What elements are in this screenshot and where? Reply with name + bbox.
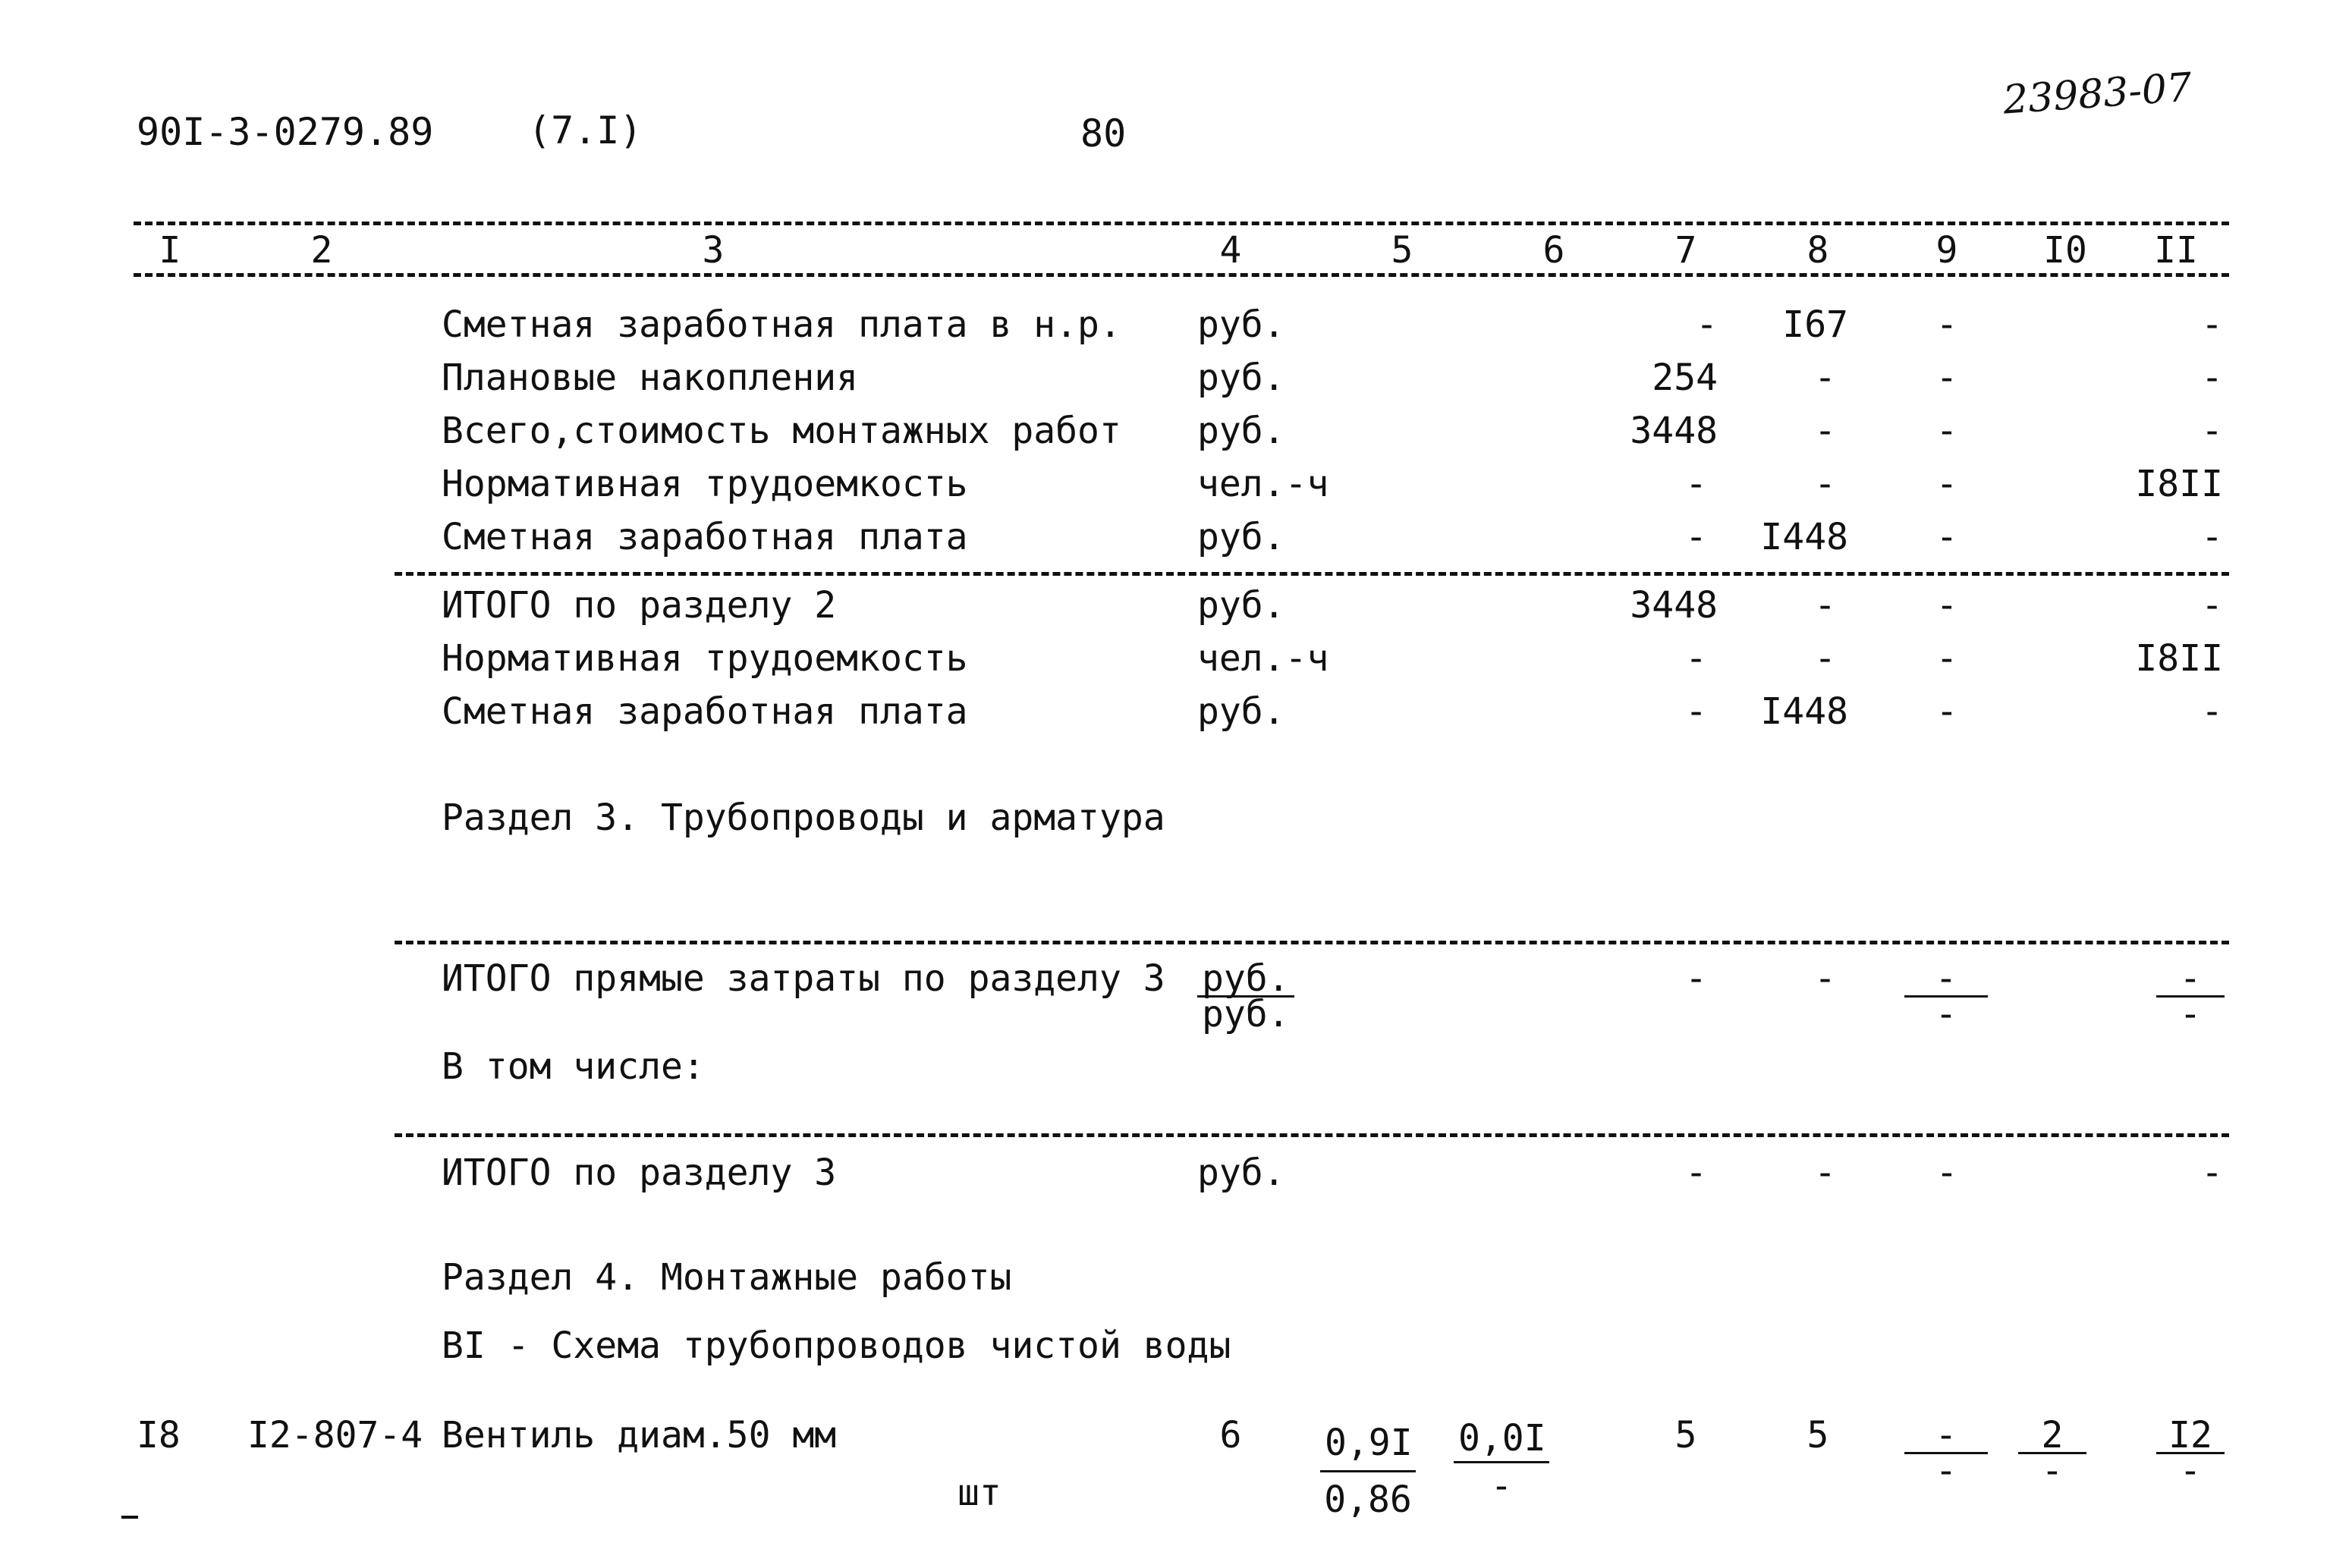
row-col9-fraction xyxy=(1904,957,1988,1035)
unit-numerator: руб. xyxy=(1197,962,1294,998)
header-rule-top xyxy=(134,222,2229,225)
row-name: Сметная заработная плата xyxy=(442,516,968,558)
row-col9: - xyxy=(1935,584,1958,627)
row-col9: - xyxy=(1935,516,1958,558)
row-col7: 3448 xyxy=(1630,584,1718,627)
document-code: 90I-3-0279.89 xyxy=(137,110,434,154)
row-unit: руб. xyxy=(1197,303,1285,346)
row-unit-fraction xyxy=(1197,957,1294,1035)
row-col7: - xyxy=(1685,516,1707,558)
row-col11: - xyxy=(2201,1152,2223,1194)
col-header-2: 2 xyxy=(310,229,333,272)
row-unit: чел.-ч xyxy=(1197,637,1329,680)
col11-bottom: - xyxy=(2179,993,2202,1035)
item-col8: 5 xyxy=(1806,1414,1829,1456)
row-unit: руб. xyxy=(1197,1152,1285,1194)
row-unit: руб. xyxy=(1197,410,1285,452)
row-col7: - xyxy=(1685,957,1707,1000)
col10-bottom: - xyxy=(2041,1450,2064,1492)
row-name: Сметная заработная плата в н.р. xyxy=(442,303,1121,346)
row-col7: 254 xyxy=(1652,357,1718,399)
item-unit: шт xyxy=(957,1472,1001,1514)
row-col7: 3448 xyxy=(1630,410,1718,452)
row-col9: - xyxy=(1935,637,1958,680)
row-name: ИТОГО по разделу 3 xyxy=(442,1152,837,1194)
col-header-3: 3 xyxy=(702,229,725,272)
section-divider xyxy=(395,572,2229,576)
row-col9: - xyxy=(1935,357,1958,399)
row-col11: I8II xyxy=(2135,637,2223,680)
row-name: Всего,стоимость монтажных работ xyxy=(442,410,1121,452)
row-name: ИТОГО прямые затраты по разделу 3 xyxy=(442,957,1165,1000)
item-name: Вентиль диам.50 мм xyxy=(442,1414,837,1456)
row-name: Сметная заработная плата xyxy=(442,690,968,733)
handwritten-stamp: 23983-07 xyxy=(2001,64,2193,124)
col5-top: 0,9I xyxy=(1320,1416,1416,1472)
row-col7: - xyxy=(1685,637,1707,680)
col-header-6: 6 xyxy=(1542,229,1565,272)
row-name: Плановые накопления xyxy=(442,357,859,399)
col-header-9: 9 xyxy=(1935,229,1958,272)
section-divider xyxy=(395,1133,2229,1137)
item-col4: 6 xyxy=(1219,1414,1242,1456)
col9-bottom: - xyxy=(1935,993,1957,1035)
col-header-8: 8 xyxy=(1806,229,1829,272)
row-col7: - xyxy=(1685,463,1707,505)
item-number: I8 xyxy=(137,1414,181,1456)
row-name: Нормативная трудоемкость xyxy=(442,463,968,505)
section-divider xyxy=(395,941,2229,944)
item-col5-fraction xyxy=(1320,1416,1416,1527)
row-col8: I67 xyxy=(1782,303,1848,346)
row-col9: - xyxy=(1935,410,1958,452)
row-col11-fraction xyxy=(2156,957,2225,1035)
col-header-1: I xyxy=(159,229,181,272)
col10-top: 2 xyxy=(2018,1419,2086,1454)
row-col9: - xyxy=(1935,690,1958,733)
unit-denominator: руб. xyxy=(1202,993,1290,1035)
header-rule-bottom xyxy=(134,273,2229,277)
section-4-subtitle: BI - Схема трубопроводов чистой воды xyxy=(442,1324,1231,1367)
row-col9: - xyxy=(1935,303,1958,346)
row-col11: - xyxy=(2201,303,2223,346)
row-unit: руб. xyxy=(1197,584,1285,627)
item-col6-fraction xyxy=(1454,1416,1549,1509)
col6-top: 0,0I xyxy=(1454,1416,1549,1463)
row-unit: руб. xyxy=(1197,357,1285,399)
row-col8: - xyxy=(1814,584,1836,627)
row-col9: - xyxy=(1935,1152,1958,1194)
row-col11: - xyxy=(2201,410,2223,452)
row-name: ИТОГО по разделу 2 xyxy=(442,584,837,627)
col9-top: - xyxy=(1904,1419,1988,1454)
col11-bottom: - xyxy=(2179,1450,2202,1492)
col-header-4: 4 xyxy=(1219,229,1242,272)
including-label: В том числе: xyxy=(442,1045,705,1088)
row-col11: - xyxy=(2201,690,2223,733)
row-col7: - xyxy=(1696,303,1718,346)
row-col7: - xyxy=(1685,1152,1707,1194)
col9-bottom: - xyxy=(1935,1450,1957,1492)
row-col8: I448 xyxy=(1760,516,1848,558)
row-col11: - xyxy=(2201,584,2223,627)
item-col7: 5 xyxy=(1674,1414,1697,1456)
row-col8: - xyxy=(1814,637,1836,680)
section-3-title: Раздел 3. Трубопроводы и арматура xyxy=(442,797,1165,839)
row-col11: I8II xyxy=(2135,463,2223,505)
row-unit: руб. xyxy=(1197,690,1285,733)
row-unit: чел.-ч xyxy=(1197,463,1329,505)
row-col8: - xyxy=(1814,357,1836,399)
item-code: I2-807-4 xyxy=(247,1414,423,1456)
col-header-11: II xyxy=(2154,229,2198,272)
row-col8: - xyxy=(1814,463,1836,505)
row-col8: I448 xyxy=(1760,690,1848,733)
scan-mark xyxy=(121,1516,138,1519)
col-header-5: 5 xyxy=(1391,229,1413,272)
page-number: 80 xyxy=(1080,112,1127,156)
col-header-7: 7 xyxy=(1674,229,1697,272)
item-col9-fraction xyxy=(1904,1414,1988,1492)
row-col8: - xyxy=(1814,957,1836,1000)
item-col11-fraction xyxy=(2156,1414,2225,1492)
col5-bottom: 0,86 xyxy=(1324,1478,1412,1521)
row-col8: - xyxy=(1814,1152,1836,1194)
col6-bottom: - xyxy=(1490,1465,1513,1507)
col9-top: - xyxy=(1904,962,1988,998)
document-reference: (7.I) xyxy=(528,108,643,152)
col11-top: I2 xyxy=(2156,1419,2225,1454)
section-4-title: Раздел 4. Монтажные работы xyxy=(442,1256,1012,1299)
item-col10-fraction xyxy=(2018,1414,2086,1492)
row-col8: - xyxy=(1814,410,1836,452)
row-col9: - xyxy=(1935,463,1958,505)
row-col7: - xyxy=(1685,690,1707,733)
col11-top: - xyxy=(2156,962,2225,998)
row-col11: - xyxy=(2201,357,2223,399)
row-unit: руб. xyxy=(1197,516,1285,558)
col-header-10: I0 xyxy=(2043,229,2087,272)
row-col11: - xyxy=(2201,516,2223,558)
row-name: Нормативная трудоемкость xyxy=(442,637,968,680)
